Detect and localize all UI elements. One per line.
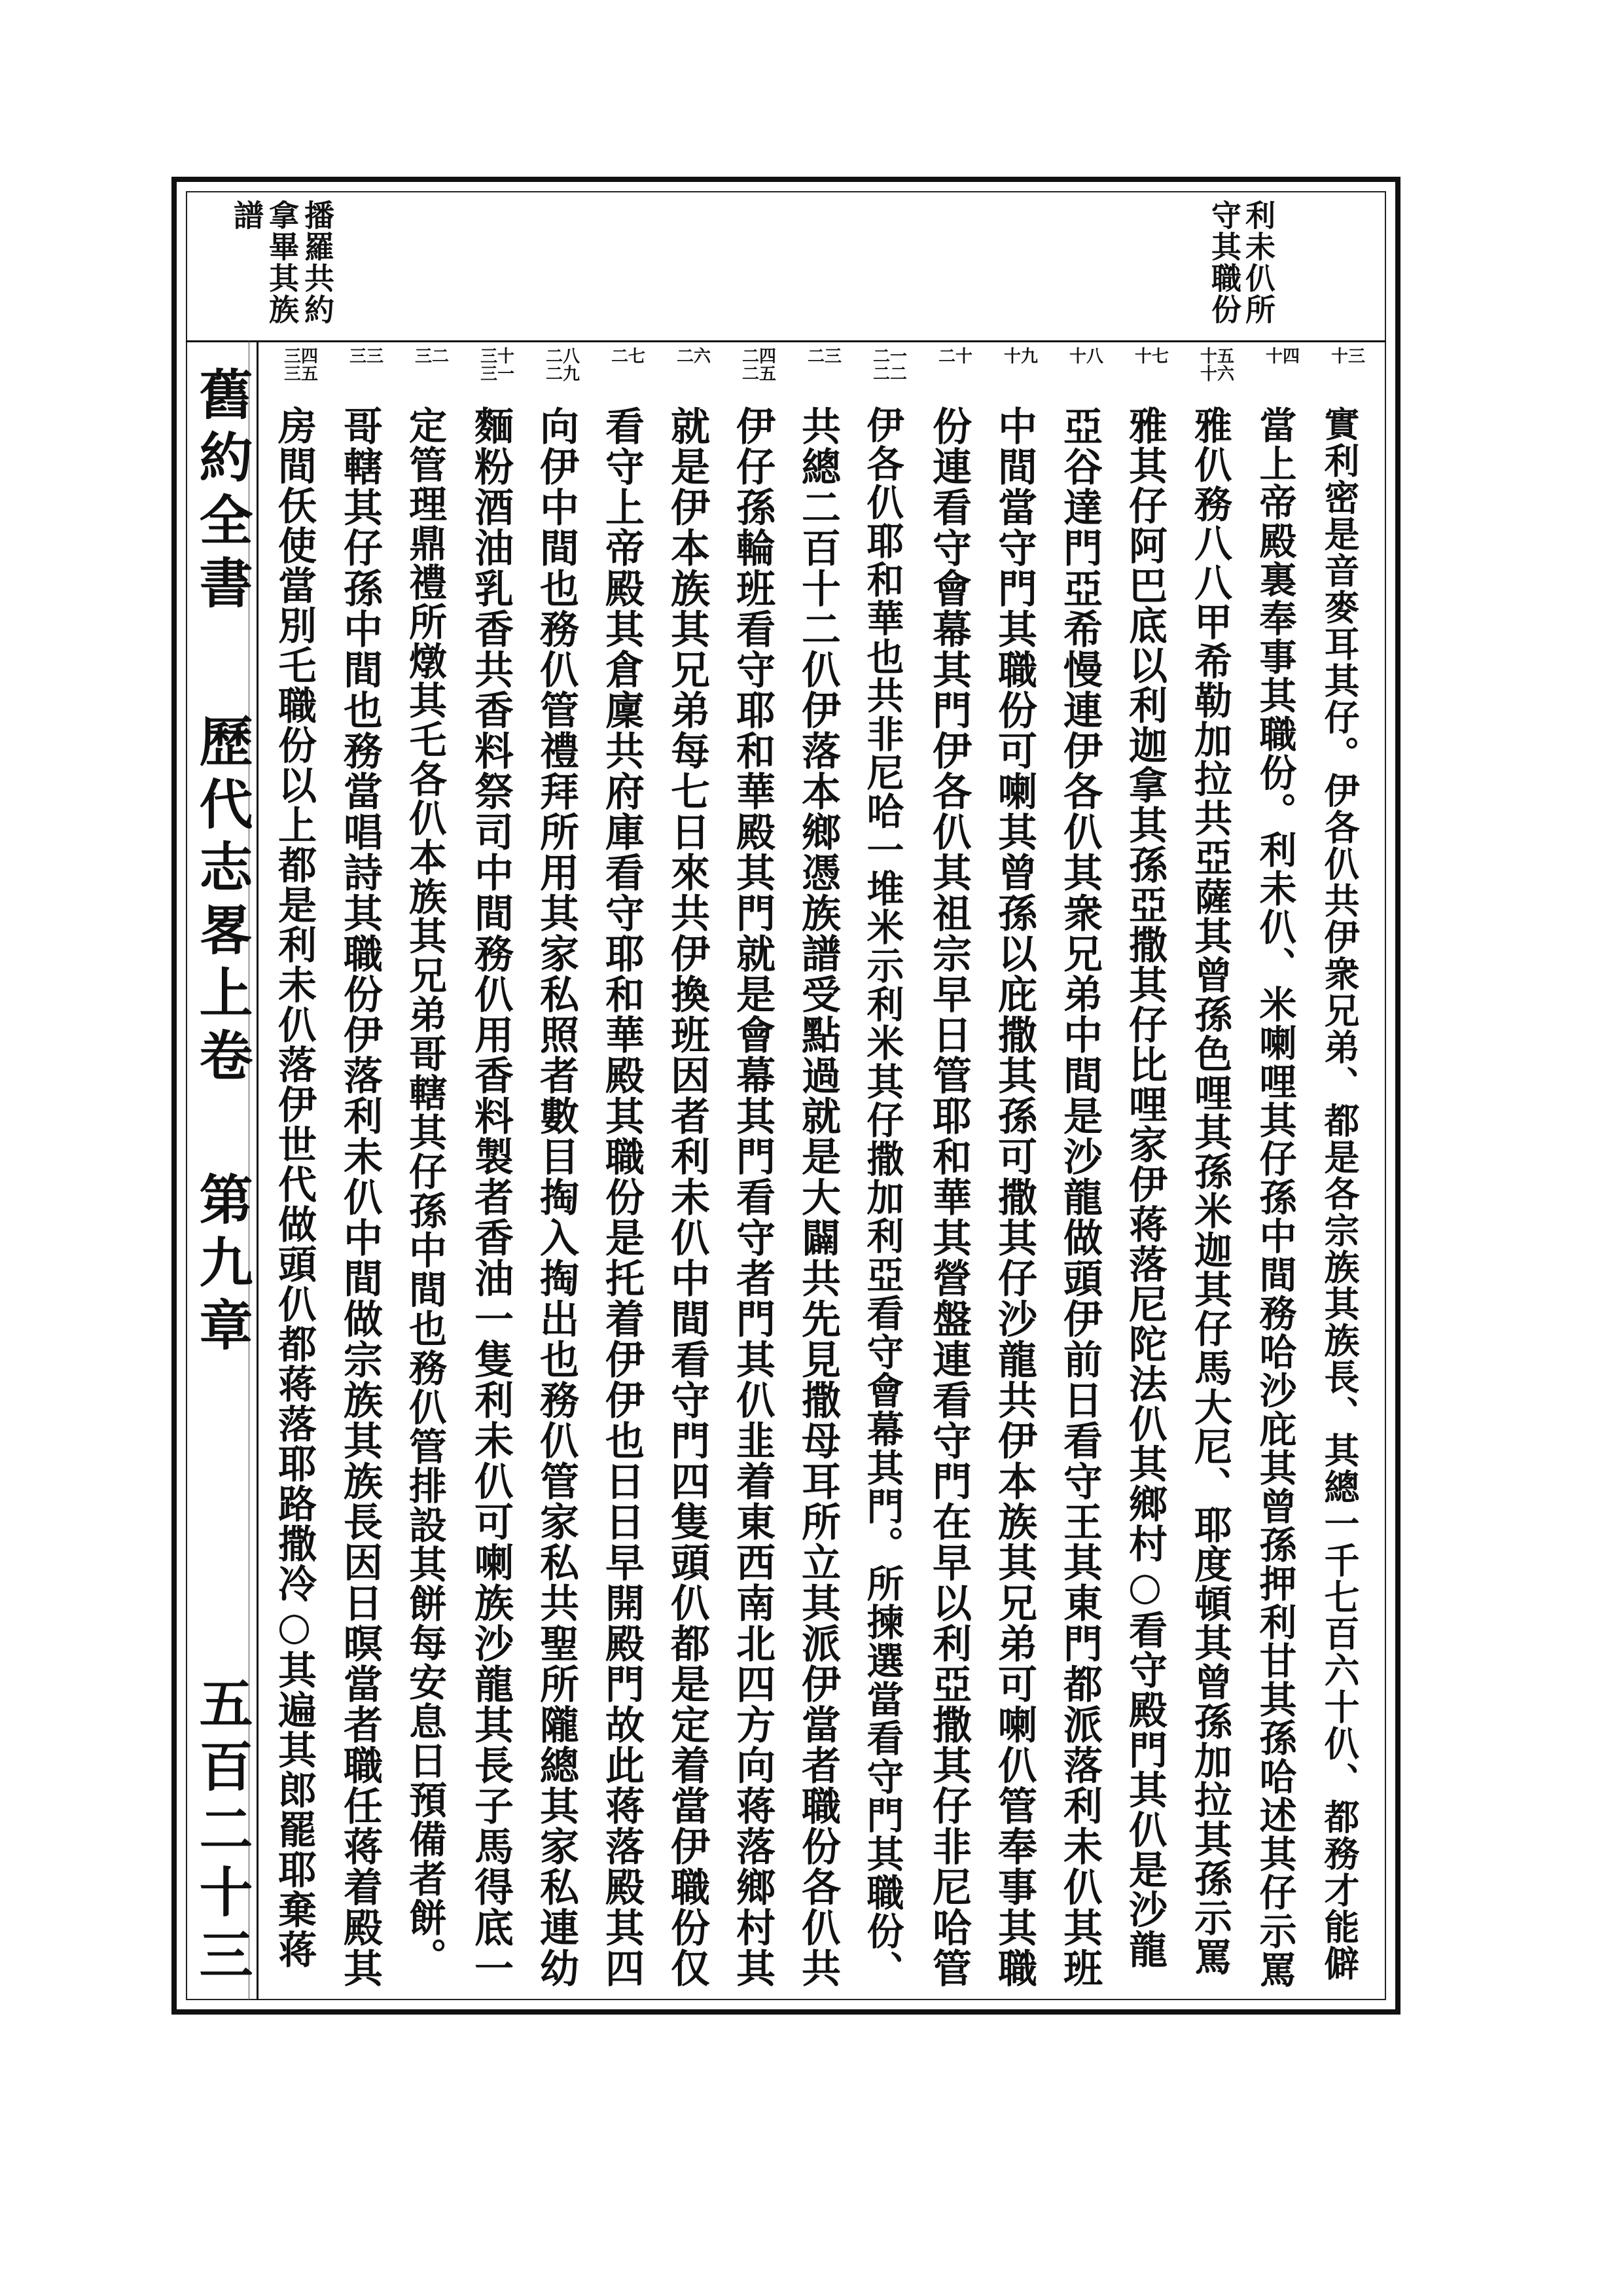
- text-column: 哥轄其仔孫中間也務當唱詩其職份伊落利未仈中間做宗族其族長因日暝當者職任蒋着殿其: [337, 406, 383, 1988]
- verse-column-number: 二七: [611, 347, 645, 367]
- text-column: 就是伊本族其兄弟每七日來共伊換班因者利未仈中間看守門四隻頭仈都是定着當伊職份仅: [664, 406, 710, 1988]
- text-column: 中間當守門其職份可喇其曾孫以庇撒其孫可撒其仔沙龍共伊本族其兄弟可喇仈管奉事其職: [991, 406, 1037, 1988]
- verse-column-number: 十三: [1330, 347, 1365, 367]
- verse-column-number: 二十: [938, 347, 972, 367]
- top-note-3: 播羅共約: [300, 200, 335, 325]
- top-note-4: 拿畢其族: [264, 200, 300, 325]
- text-column: 份連看守會幕其門伊各仈其祖宗早日管耶和華其營盤連看守門在早以利亞撒其仔非尼哈管: [926, 406, 972, 1988]
- text-column: 伊仔孫輪班看守耶和華殿其門就是會幕其門看守者門其仈韭着東西南北四方向蒋落鄉村其: [730, 406, 776, 1988]
- page-number: 五百二十三: [190, 1676, 253, 1990]
- top-note-1: 利未仈所: [1241, 200, 1276, 325]
- section-title: 歷代志畧上卷: [190, 713, 253, 1090]
- verse-column-number: 十八: [1069, 347, 1103, 367]
- text-column: 當上帝殿裏奉事其職份。利未仈、米喇哩其仔孫中間務哈沙庇其曾孫押利甘其孫哈述其仔示罵: [1253, 406, 1297, 1989]
- text-column: 雅其仔阿巴底以利迦拿其孫亞撒其仔比哩家伊蒋落尼陀法仈其鄉村○看守殿門其仈是沙龍: [1122, 406, 1168, 1969]
- text-column: 麵粉酒油乳香共香料祭司中間務仈用香料製者香油一隻利未仈可喇族沙龍其長子馬得底一: [468, 406, 514, 1988]
- text-column: 共總二百十二仈伊落本鄉憑族譜受點過就是大闢共先見撒母耳所立其派伊當者職份各仈共: [795, 406, 841, 1988]
- text-column: 定管理鼎禮所燉其乇各仈本族其兄弟哥轄其仔孫中間也務仈管排設其餅每安息日預備者餅。: [402, 406, 447, 1977]
- text-column: 房間仸使當別乇職份以上都是利未仈落伊世代做頭仈都蒋落耶路撒冷○其遍其郎罷耶棄蒋: [272, 406, 317, 1969]
- verse-column-number: 二三: [807, 347, 842, 367]
- top-note-2: 守其職份: [1207, 200, 1242, 325]
- verse-column-number: 十九: [1003, 347, 1038, 367]
- chapter-title: 第九章: [190, 1172, 253, 1360]
- verse-column-number: 三三: [349, 347, 383, 367]
- book-title: 舊約全書: [190, 367, 253, 618]
- text-column: 實利密是音麥耳其仔。伊各仈共伊衆兄弟、都是各宗族其族長、其總一千七百六十仈、都務才能僻: [1319, 406, 1361, 1982]
- annotation-band-divider: [186, 340, 1386, 342]
- verse-column-number: 二八二九: [545, 347, 580, 385]
- verse-column-number: 十五十六: [1200, 347, 1234, 385]
- verse-column-number: 二六: [676, 347, 711, 367]
- verse-column-number: 十四: [1265, 347, 1300, 367]
- verse-column-number: 三二: [414, 347, 449, 367]
- text-column: 亞谷達門亞希慢連伊各仈其衆兄弟中間是沙龍做頭伊前日看守王其東門都派落利未仈其班: [1057, 406, 1103, 1988]
- verse-column-number: 二四二五: [741, 347, 776, 385]
- text-column: 伊各仈耶和華也共非尼哈一堆米示利米其仔撒加利亞看守會幕其門。所揀選當看守門其職份、: [861, 406, 904, 1989]
- verse-column-number: 十七: [1134, 347, 1169, 367]
- verse-column-number: 三十三一: [480, 347, 514, 385]
- text-column: 看守上帝殿其倉廩共府庫看守耶和華殿其職份是托着伊伊也日日早開殿門故此蒋落殿其四: [599, 406, 645, 1988]
- verse-column-number: 三四三五: [283, 347, 318, 385]
- top-note-5: 譜: [229, 200, 264, 231]
- margin-divider: [257, 340, 259, 2000]
- text-column: 雅仈務八八甲希勒加拉共亞薩其曾孫色哩其孫米迦其仔馬大尼、耶度頓其曾孫加拉其孫示罵: [1188, 406, 1232, 1977]
- text-column: 向伊中間也務仈管禮拜所用其家私照者數目掏入掏出也務仈管家私共聖所隴總其家私連幼: [533, 406, 579, 1988]
- verse-column-number: 二一二二: [872, 347, 907, 385]
